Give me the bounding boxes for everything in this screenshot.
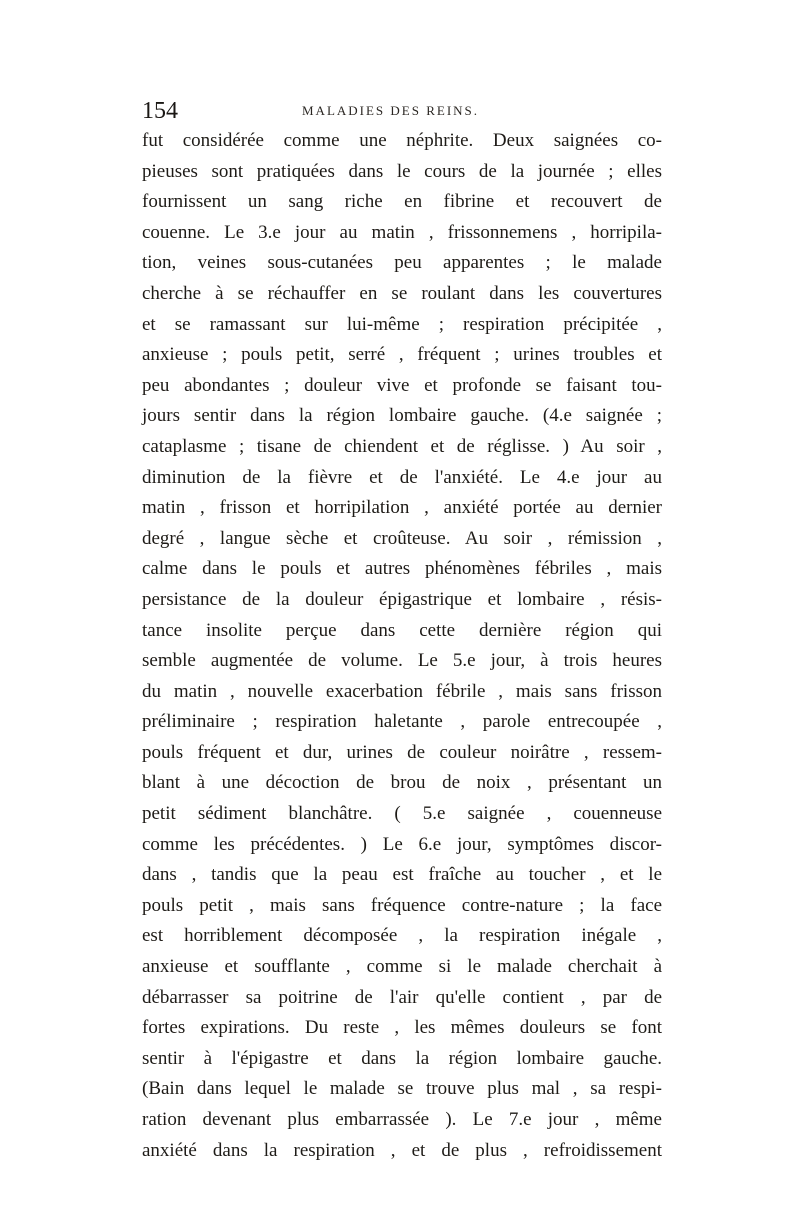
text-line: pieuses sont pratiquées dans le cours de la journée ; elles [142, 160, 662, 182]
text-line: préliminaire ; respiration haletante , parole entrecoupée , [142, 711, 662, 733]
text-line: du matin , nouvelle exacerbation fébrile , mais sans frisson [142, 680, 662, 702]
text-line: peu abondantes ; douleur vive et profonde se faisant tou- [142, 374, 662, 396]
page-header [142, 96, 662, 126]
text-line: degré , langue sèche et croûteuse. Au soir , rémission , [142, 527, 662, 549]
text-line: couenne. Le 3.e jour au matin , frissonnemens , horripila- [142, 221, 662, 243]
text-line: ration devenant plus embarrassée ). Le 7.e jour , même [142, 1109, 662, 1130]
text-line: cherche à se réchauffer en se roulant dans les couvertures [142, 282, 662, 304]
text-line: diminution de la fièvre et de l'anxiété. Le 4.e jour au [142, 466, 662, 488]
text-line: anxiété dans la respiration , et de plus , refroidissement [142, 1139, 662, 1161]
text-line: anxieuse ; pouls petit, serré , fréquent ; urines troubles et [142, 344, 662, 366]
page-number: 154 [142, 98, 178, 124]
text-line: matin , frisson et horripilation , anxiété portée au dernier [142, 497, 662, 519]
text-line: est horriblement décomposée , la respiration inégale , [142, 925, 662, 947]
text-line: tion, veines sous-cutanées peu apparentes ; le malade [142, 252, 662, 274]
text-line: (Bain dans lequel le malade se trouve plus mal , sa respi- [142, 1078, 662, 1100]
text-line: semble augmentée de volume. Le 5.e jour, à trois heures [142, 650, 662, 672]
text-line: petit sédiment blanchâtre. ( 5.e saignée , couenneuse [142, 803, 662, 825]
text-line: et se ramassant sur lui-même ; respiration précipitée , [142, 313, 662, 335]
text-line: fortes expirations. Du reste , les mêmes douleurs se font [142, 1017, 662, 1039]
text-line: blant à une décoction de brou de noix , présentant un [142, 772, 662, 794]
text-line: pouls fréquent et dur, urines de couleur noirâtre , ressem- [142, 741, 662, 763]
text-line: comme les précédentes. ) Le 6.e jour, symptômes discor- [142, 833, 662, 855]
text-line: débarrasser sa poitrine de l'air qu'elle contient , par de [142, 986, 662, 1008]
text-line: cataplasme ; tisane de chiendent et de réglisse. ) Au soir , [142, 435, 662, 457]
text-line: dans , tandis que la peau est fraîche au toucher , et le [142, 864, 662, 886]
running-title: MALADIES DES REINS. [302, 103, 480, 118]
text-line: fut considérée comme une néphrite. Deux saignées co- [142, 130, 662, 151]
text-line: fournissent un sang riche en fibrine et recouvert de [142, 191, 662, 213]
text-line: jours sentir dans la région lombaire gauche. (4.e saignée ; [142, 405, 662, 427]
body-text [142, 126, 662, 1166]
text-line: persistance de la douleur épigastrique et lombaire , résis- [142, 588, 662, 610]
text-line: calme dans le pouls et autres phénomènes fébriles , mais [142, 558, 662, 580]
text-line: tance insolite perçue dans cette dernière région qui [142, 619, 662, 641]
text-line: anxieuse et soufflante , comme si le malade cherchait à [142, 956, 662, 978]
text-line: sentir à l'épigastre et dans la région lombaire gauche. [142, 1047, 662, 1069]
text-line: pouls petit , mais sans fréquence contre-nature ; la face [142, 894, 662, 916]
